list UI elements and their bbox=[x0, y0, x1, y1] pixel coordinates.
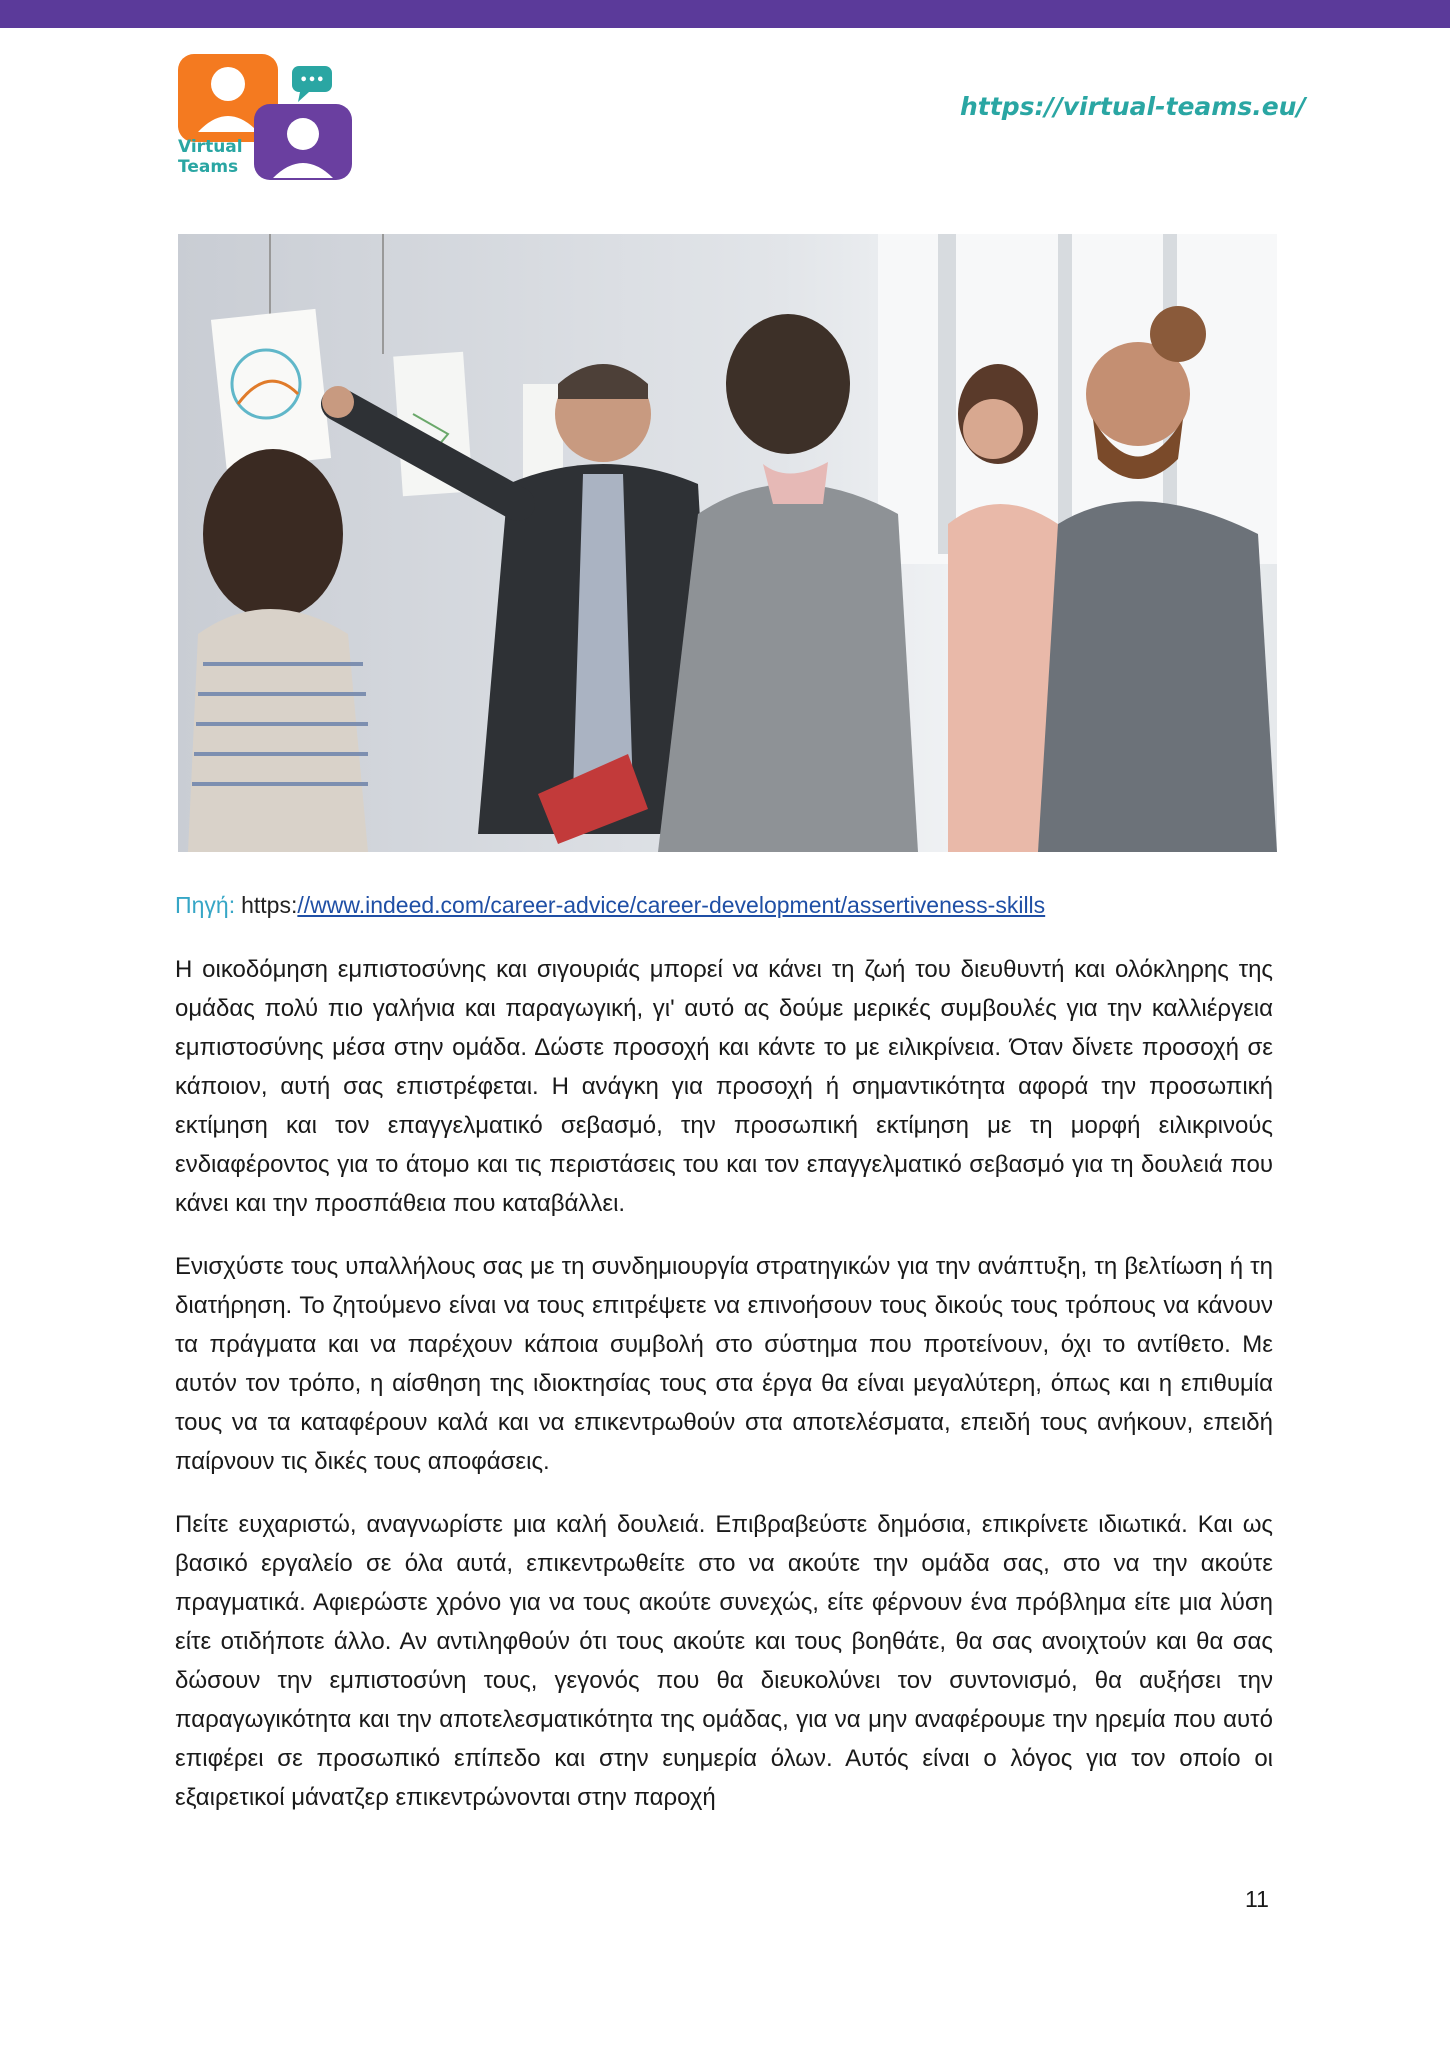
source-link-prefix: https: bbox=[241, 892, 298, 918]
logo-text-virtual: Virtual bbox=[178, 137, 243, 157]
logo-orange-person-head bbox=[211, 67, 245, 101]
page-number: 11 bbox=[1245, 1886, 1269, 1912]
logo-text-teams: Teams bbox=[178, 157, 239, 177]
body-text bbox=[175, 950, 1273, 1841]
image-source-caption bbox=[175, 892, 1045, 919]
top-color-bar bbox=[0, 0, 1450, 28]
source-link[interactable]: //www.indeed.com/career-advice/career-development/assertiveness-skills bbox=[297, 892, 1046, 918]
logo-bubble-dots: ••• bbox=[299, 73, 325, 88]
team-meeting-photo bbox=[178, 234, 1277, 852]
source-label: Πηγή: bbox=[175, 892, 236, 918]
paragraph-1: Η οικοδόμηση εμπιστοσύνης και σιγουριάς μπορεί να κάνει τη ζωή του διευθυντή και ολόκληρης της ομάδας πολύ πιο γαλήνια και παραγωγική, γι' αυτό ας δούμε μερικές συμβουλές για την καλλιέργεια εμπιστοσύνης μέσα στην ομάδα. Δώστε προσοχή και κάντε το με ειλικρίνεια. Όταν δίνετε προσοχή σε κάποιον, αυτή σας επιστρέφεται. Η ανάγκη για προσοχή ή σημαντικότητα αφορά την προσωπική εκτίμηση και τον επαγγελματικό σεβασμό, την προσωπική εκτίμηση με τη μορφή ειλικρινούς ενδιαφέροντος για το άτομο και τις περιστάσεις του και τον επαγγελματικό σεβασμό για τη δουλειά που κάνει και την προσπάθεια που καταβάλλει. bbox=[175, 956, 1273, 1217]
paragraph-3: Πείτε ευχαριστώ, αναγνωρίστε μια καλή δουλειά. Επιβραβεύστε δημόσια, επικρίνετε ιδιωτικά. Και ως βασικό εργαλείο σε όλα αυτά, επικεντρωθείτε στο να ακούτε την ομάδα σας, στο να την ακούτε πραγματικά. Αφιερώστε χρόνο για να τους ακούτε συνεχώς, είτε φέρνουν ένα πρόβλημα είτε μια λύση είτε οτιδήποτε άλλο. Αν αντιληφθούν ότι τους ακούτε και τους βοηθάτε, θα σας ανοιχτούν και θα σας δώσουν την εμπιστοσύνη τους, γεγονός που θα διευκολύνει τον συντονισμό, θα αυξήσει την παραγωγικότητα και την αποτελεσματικότητα της ομάδας, για να μην αναφέρουμε την ηρεμία που αυτό επιφέρει σε προσωπικό επίπεδο και στην ευημερία όλων. Αυτός είναι ο λόγος για τον οποίο οι εξαιρετικοί μάνατζερ επικεντρώνονται στην παροχή bbox=[175, 1511, 1273, 1811]
site-url[interactable]: https://virtual-teams.eu/ bbox=[960, 92, 1306, 121]
logo-purple-person-head bbox=[287, 118, 319, 150]
virtual-teams-logo bbox=[176, 52, 356, 182]
paragraph-2: Ενισχύστε τους υπαλλήλους σας με τη συνδημιουργία στρατηγικών για την ανάπτυξη, τη βελτίωση ή τη διατήρηση. Το ζητούμενο είναι να τους επιτρέψετε να επινοήσουν τους δικούς τους τρόπους να κάνουν τα πράγματα και να παρέχουν κάποια συμβολή στο σύστημα που προτείνουν, όχι το αντίθετο. Με αυτόν τον τρόπο, η αίσθηση της ιδιοκτησίας τους στα έργα θα είναι μεγαλύτερη, όπως και η επιθυμία τους να τα καταφέρουν καλά και να επικεντρωθούν στα αποτελέσματα, επειδή τους ανήκουν, επειδή παίρνουν τις δικές τους αποφάσεις. bbox=[175, 1253, 1273, 1475]
